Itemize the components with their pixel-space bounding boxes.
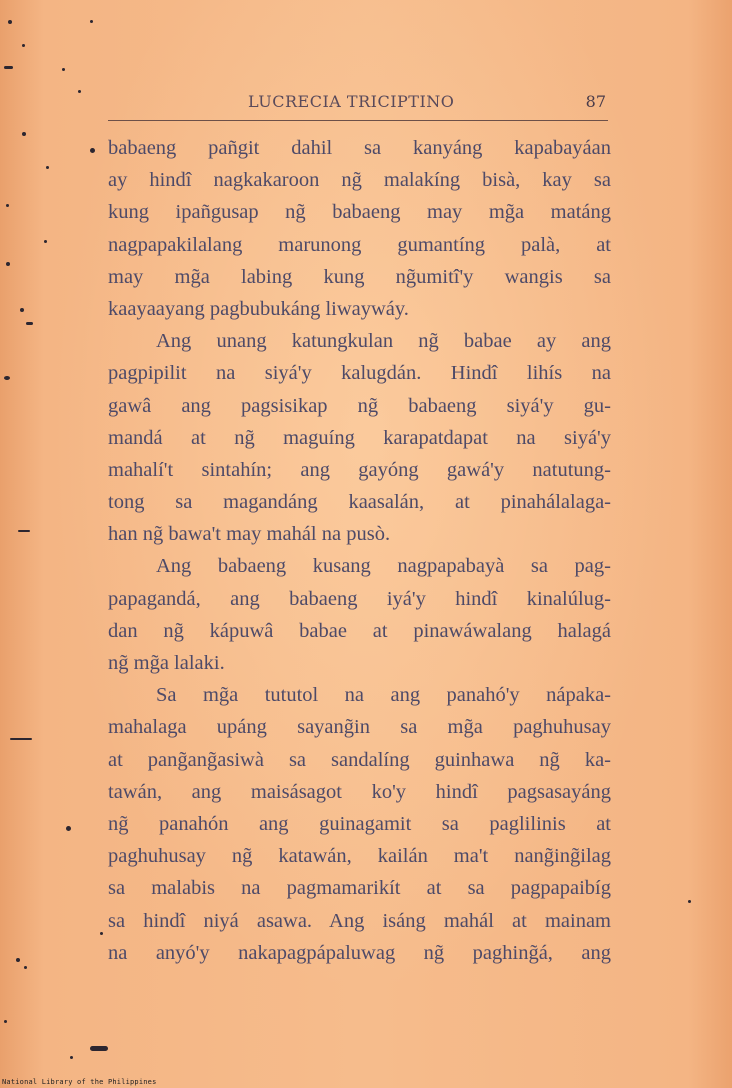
text-line: sa hindî niyá asawa. Ang isáng mahál at mainam bbox=[108, 909, 611, 932]
ink-speck bbox=[66, 826, 71, 831]
text-line: ng̃ panahón ang guinagamit sa paglilinis at bbox=[108, 812, 611, 835]
ink-speck bbox=[24, 966, 27, 969]
ink-speck bbox=[18, 530, 30, 532]
text-line: paghuhusay ng̃ katawán, kailán ma't nang̃ing̃ilag bbox=[108, 845, 611, 868]
text-line: ay hindî nagkakaroon ng̃ malakíng bisà, kay sa bbox=[108, 169, 611, 192]
ink-speck bbox=[6, 204, 9, 207]
text-line: Ang unang katungkulan ng̃ babae ay ang bbox=[156, 330, 611, 353]
ink-speck bbox=[16, 958, 20, 962]
running-title: LUCRECIA TRICIPTINO bbox=[248, 92, 455, 111]
footer-credit: National Library of the Philippines bbox=[2, 1078, 157, 1086]
text-line: mahalaga upáng sayang̃in sa mg̃a paghuhusay bbox=[108, 716, 611, 739]
text-line: ng̃ mg̃a lalaki. bbox=[108, 652, 225, 674]
text-line: gawâ ang pagsisikap ng̃ babaeng siyá'y gu- bbox=[108, 394, 611, 417]
ink-speck bbox=[8, 20, 12, 24]
ink-speck bbox=[22, 44, 25, 47]
ink-speck bbox=[10, 738, 32, 740]
ink-speck bbox=[4, 66, 13, 69]
text-line: papagandá, ang babaeng iyá'y hindî kinalúlug- bbox=[108, 587, 611, 610]
ink-speck bbox=[46, 166, 49, 169]
text-line: sa malabis na pagmamarikít at sa pagpapaibíg bbox=[108, 877, 611, 900]
text-line: nagpapakilalang marunong gumantíng palà, at bbox=[108, 233, 611, 256]
text-line: kung ipañgusap ng̃ babaeng may mg̃a matáng bbox=[108, 201, 611, 224]
ink-speck bbox=[22, 132, 26, 136]
ink-speck bbox=[90, 20, 93, 23]
text-line: dan ng̃ kápuwâ babae at pinawáwalang halagá bbox=[108, 619, 611, 642]
ink-speck bbox=[78, 90, 81, 93]
ink-speck bbox=[688, 900, 691, 903]
text-line: may mg̃a labing kung ng̃umitî'y wangis sa bbox=[108, 265, 611, 288]
page-number: 87 bbox=[585, 92, 606, 111]
text-line: Ang babaeng kusang nagpapabayà sa pag- bbox=[156, 555, 611, 578]
text-line: kaayaayang pagbubukáng liwaywáy. bbox=[108, 297, 409, 320]
ink-speck bbox=[20, 308, 24, 312]
text-line: pagpipilit na siyá'y kalugdán. Hindî lihís na bbox=[108, 362, 611, 385]
text-line: mandá at ng̃ maguíng karapatdapat na siyá'y bbox=[108, 426, 611, 449]
ink-speck bbox=[70, 1056, 73, 1059]
ink-speck bbox=[90, 148, 95, 153]
ink-speck bbox=[4, 376, 10, 380]
text-line: tawán, ang maisásagot ko'y hindî pagsasayáng bbox=[108, 780, 611, 803]
text-line: babaeng pañgit dahil sa kanyáng kapabayáan bbox=[108, 137, 611, 159]
text-line: tong sa magandáng kaasalán, at pinahálalaga- bbox=[108, 491, 611, 514]
page-header bbox=[108, 90, 608, 121]
body-text bbox=[108, 132, 611, 969]
text-line: mahalí't sintahín; ang gayóng gawá'y natutung- bbox=[108, 458, 611, 481]
ink-speck bbox=[62, 68, 65, 71]
ink-speck bbox=[6, 262, 10, 266]
ink-speck bbox=[26, 322, 33, 325]
ink-speck bbox=[4, 1020, 7, 1023]
text-line: na anyó'y nakapagpápaluwag ng̃ paghing̃á, ang bbox=[108, 941, 611, 964]
text-line: han ng̃ bawa't may mahál na pusò. bbox=[108, 523, 391, 546]
text-line: at pang̃ang̃asiwà sa sandalíng guinhawa ng̃ ka- bbox=[108, 748, 611, 771]
ink-speck bbox=[44, 240, 47, 243]
ink-speck bbox=[100, 932, 103, 935]
ink-speck bbox=[90, 1046, 108, 1051]
text-line: Sa mg̃a tututol na ang panahó'y nápaka- bbox=[156, 684, 611, 707]
